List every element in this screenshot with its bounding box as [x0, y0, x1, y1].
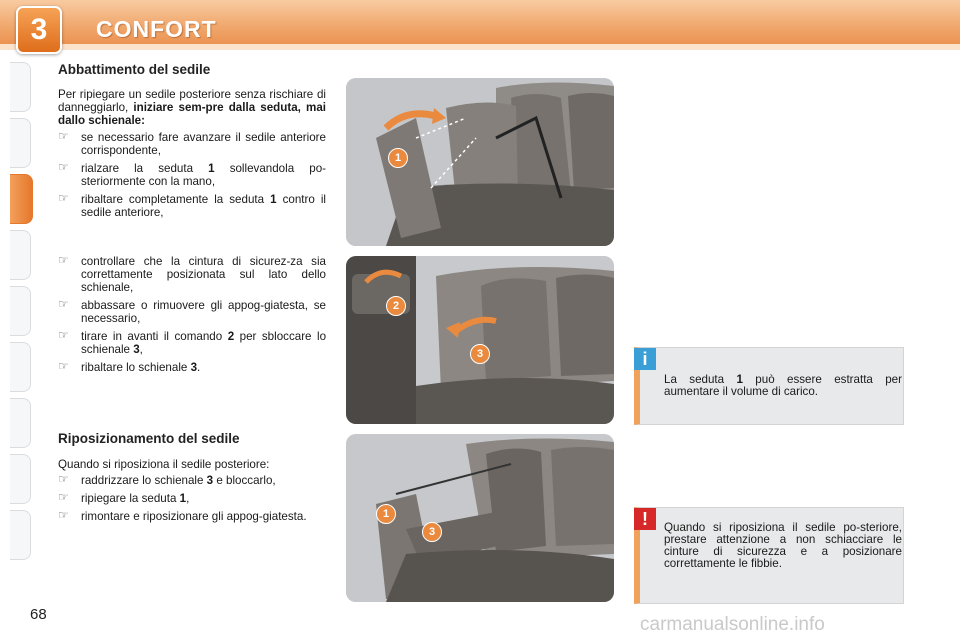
- pointing-hand-icon: ☞: [58, 253, 69, 267]
- list-item: [58, 474, 326, 487]
- callout-marker: 2: [386, 296, 406, 316]
- step-text-after: ,: [139, 343, 143, 356]
- figure-seat-folded: [346, 434, 614, 602]
- pointing-hand-icon: ☞: [58, 490, 69, 504]
- chapter-tab-7[interactable]: [10, 398, 31, 448]
- step-text: ribaltare completamente la seduta: [81, 193, 271, 206]
- pointing-hand-icon: ☞: [58, 328, 69, 342]
- callout-marker: 3: [470, 344, 490, 364]
- list-item: [58, 330, 326, 356]
- info-note: [634, 347, 904, 425]
- info-icon: i: [634, 348, 656, 370]
- step-text: tirare in avanti il comando: [81, 330, 228, 343]
- pointing-hand-icon: ☞: [58, 508, 69, 522]
- list-item: [58, 361, 326, 374]
- chapter-tab-1[interactable]: [10, 62, 31, 112]
- info-text-before: La seduta: [664, 373, 737, 386]
- chapter-tab-9[interactable]: [10, 510, 31, 560]
- callout-marker: 3: [422, 522, 442, 542]
- step-ref: 1: [270, 193, 277, 206]
- chapter-tab-6[interactable]: [10, 342, 31, 392]
- pointing-hand-icon: ☞: [58, 472, 69, 486]
- repositioning-intro: Quando si riposiziona il sedile posteriore:: [58, 458, 270, 471]
- folding-intro: [58, 88, 326, 127]
- step-ref: 2: [227, 330, 235, 343]
- folding-heading: Abbattimento del sedile: [58, 62, 211, 77]
- step-text: se necessario fare avanzare il sedile anteriore corrispondente,: [81, 131, 326, 157]
- list-item: [58, 299, 326, 325]
- callout-marker: 1: [388, 148, 408, 168]
- chapter-tab-3-active[interactable]: [10, 174, 33, 224]
- rear-seat-illustration-2: [346, 256, 614, 424]
- pointing-hand-icon: ☞: [58, 160, 69, 174]
- step-ref: 3: [206, 474, 214, 487]
- info-text-after: può essere estratta per aumentare il volume di carico.: [664, 373, 902, 398]
- info-note-text: [664, 374, 902, 398]
- list-item: [58, 193, 326, 219]
- list-item: [58, 131, 326, 157]
- pointing-hand-icon: ☞: [58, 297, 69, 311]
- folding-intro-text: Per ripiegare un sedile posteriore senza rischiare di danneggiarlo,: [58, 88, 326, 114]
- step-text: ripiegare la seduta: [81, 492, 180, 505]
- list-item: [58, 162, 326, 188]
- repositioning-steps: [58, 474, 326, 523]
- watermark: carmanualsonline.info: [640, 614, 825, 635]
- step-text: controllare che la cintura di sicurez-za sia correttamente posizionata sul lato dello schienale,: [81, 255, 326, 294]
- header-band: [0, 44, 960, 50]
- step-ref: 3: [133, 343, 140, 356]
- warning-note: [634, 507, 904, 604]
- folding-steps-b: [58, 255, 326, 374]
- step-ref: 1: [179, 492, 187, 505]
- figure-backrest-release: [346, 256, 614, 424]
- chapter-tabs: [10, 62, 32, 572]
- pointing-hand-icon: ☞: [58, 359, 69, 373]
- pointing-hand-icon: ☞: [58, 129, 69, 143]
- pointing-hand-icon: ☞: [58, 191, 69, 205]
- step-text-after: per sbloccare lo schienale: [81, 330, 327, 356]
- step-ref: 1: [208, 162, 215, 175]
- rear-seat-illustration-1: [346, 78, 614, 246]
- chapter-tab-2[interactable]: [10, 118, 31, 168]
- folding-section: [58, 63, 326, 224]
- folding-section-continued: [58, 255, 326, 379]
- step-text: ribaltare lo schienale: [81, 361, 191, 374]
- page-number: 68: [30, 606, 47, 623]
- step-text-after: ,: [186, 492, 190, 505]
- step-text-after: e bloccarlo,: [213, 474, 276, 487]
- step-text-after: .: [197, 361, 201, 374]
- step-text-after: contro il sedile anteriore,: [81, 193, 326, 219]
- step-text-after: sollevandola po-steriormente con la mano,: [81, 162, 326, 188]
- list-item: [58, 255, 326, 294]
- folding-intro-bold: iniziare sem-pre dalla seduta, mai dallo schienale:: [58, 101, 326, 127]
- list-item: [58, 510, 326, 523]
- info-ref: 1: [736, 373, 743, 386]
- page-title: CONFORT: [96, 16, 217, 42]
- repositioning-heading: Riposizionamento del sedile: [58, 431, 240, 446]
- warning-icon: !: [634, 508, 656, 530]
- chapter-tab-5[interactable]: [10, 286, 31, 336]
- repositioning-section: [58, 432, 326, 528]
- warning-note-text: Quando si riposiziona il sedile po-steriore, prestare attenzione a non schiacciare le cinture di sicurezza e a posizionare correttamente le fibbie.: [664, 521, 902, 570]
- list-item: [58, 492, 326, 505]
- chapter-tab-4[interactable]: [10, 230, 31, 280]
- chapter-number-badge: 3: [16, 6, 62, 54]
- step-text: rialzare la seduta: [81, 162, 209, 175]
- step-text: rimontare e riposizionare gli appog-giatesta.: [81, 510, 307, 523]
- step-text: abbassare o rimuovere gli appog-giatesta, se necessario,: [81, 299, 326, 325]
- folding-steps-a: [58, 131, 326, 219]
- step-ref: 3: [190, 361, 198, 374]
- callout-marker: 1: [376, 504, 396, 524]
- step-text: raddrizzare lo schienale: [81, 474, 207, 487]
- figure-seat-cushion-raised: [346, 78, 614, 246]
- chapter-tab-8[interactable]: [10, 454, 31, 504]
